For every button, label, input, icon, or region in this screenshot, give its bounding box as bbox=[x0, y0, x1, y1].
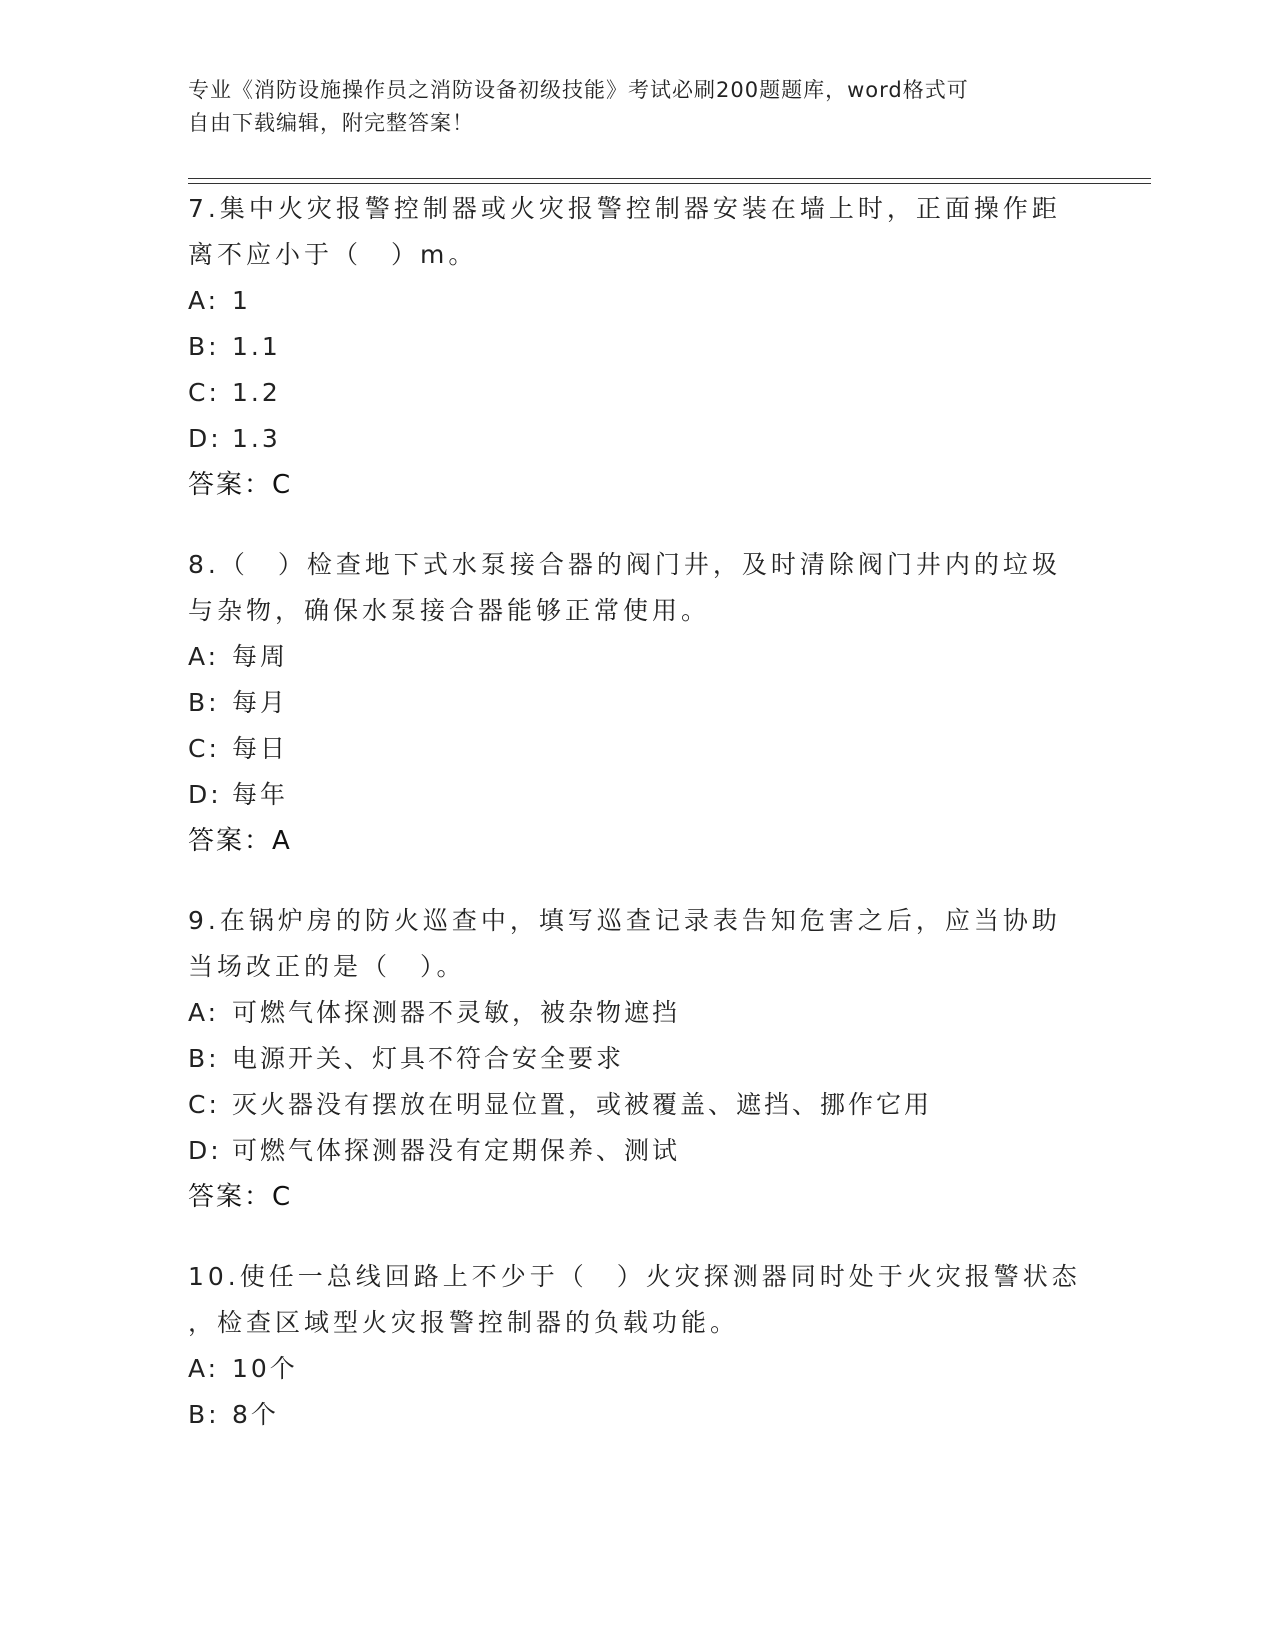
option-text: 1 bbox=[232, 286, 251, 315]
option-text: 8个 bbox=[232, 1400, 279, 1429]
question-9 bbox=[188, 898, 1088, 1220]
question-stem-line: 当场改正的是（ ）。 bbox=[188, 952, 466, 981]
option-key: A: bbox=[188, 998, 220, 1027]
document-header bbox=[188, 74, 1068, 140]
option-text: 每年 bbox=[232, 780, 289, 809]
option-key: B: bbox=[188, 1044, 220, 1073]
option-key: A: bbox=[188, 286, 220, 315]
option-a bbox=[188, 990, 1088, 1036]
option-d bbox=[188, 1128, 1088, 1174]
question-stem bbox=[188, 542, 1088, 634]
question-10 bbox=[188, 1254, 1088, 1438]
header-divider-bottom bbox=[188, 183, 1151, 184]
option-key: B: bbox=[188, 1400, 220, 1429]
option-b bbox=[188, 1392, 1088, 1438]
answer-line: 答案：C bbox=[188, 470, 293, 500]
option-a bbox=[188, 278, 1088, 324]
header-divider-top bbox=[188, 178, 1151, 179]
option-c bbox=[188, 370, 1088, 416]
option-b bbox=[188, 680, 1088, 726]
option-key: D: bbox=[188, 424, 222, 453]
option-key: C: bbox=[188, 734, 220, 763]
answer-line: 答案：C bbox=[188, 1182, 293, 1212]
option-text: 电源开关、灯具不符合安全要求 bbox=[232, 1044, 625, 1073]
question-stem-line: 9.在锅炉房的防火巡查中，填写巡查记录表告知危害之后，应当协助 bbox=[188, 906, 1061, 935]
question-8 bbox=[188, 542, 1088, 864]
option-key: D: bbox=[188, 1136, 222, 1165]
question-stem bbox=[188, 186, 1088, 278]
option-text: 灭火器没有摆放在明显位置，或被覆盖、遮挡、挪作它用 bbox=[232, 1090, 933, 1119]
option-d bbox=[188, 416, 1088, 462]
question-list bbox=[188, 186, 1088, 1472]
option-key: C: bbox=[188, 1090, 220, 1119]
option-text: 1.3 bbox=[232, 424, 281, 453]
option-key: A: bbox=[188, 642, 220, 671]
option-key: C: bbox=[188, 378, 220, 407]
header-line-2: 自由下载编辑，附完整答案！ bbox=[188, 111, 474, 135]
option-c bbox=[188, 726, 1088, 772]
question-stem-line: 10.使任一总线回路上不少于（ ）火灾探测器同时处于火灾报警状态 bbox=[188, 1262, 1081, 1291]
question-stem-line: ，检查区域型火灾报警控制器的负载功能。 bbox=[188, 1308, 740, 1337]
option-key: D: bbox=[188, 780, 222, 809]
option-key: A: bbox=[188, 1354, 220, 1383]
option-text: 每周 bbox=[232, 642, 289, 671]
option-text: 1.1 bbox=[232, 332, 281, 361]
question-stem bbox=[188, 898, 1088, 990]
question-stem-line: 离不应小于（ ）m。 bbox=[188, 240, 478, 269]
option-c bbox=[188, 1082, 1088, 1128]
option-d bbox=[188, 772, 1088, 818]
option-key: B: bbox=[188, 332, 220, 361]
option-text: 每月 bbox=[232, 688, 289, 717]
question-stem-line: 8.（ ）检查地下式水泵接合器的阀门井，及时清除阀门井内的垃圾 bbox=[188, 550, 1061, 579]
option-a bbox=[188, 1346, 1088, 1392]
option-b bbox=[188, 1036, 1088, 1082]
option-text: 每日 bbox=[232, 734, 289, 763]
option-text: 可燃气体探测器不灵敏，被杂物遮挡 bbox=[232, 998, 681, 1027]
question-stem bbox=[188, 1254, 1088, 1346]
question-stem-line: 与杂物，确保水泵接合器能够正常使用。 bbox=[188, 596, 711, 625]
answer-line: 答案：A bbox=[188, 826, 292, 856]
option-a bbox=[188, 634, 1088, 680]
question-7 bbox=[188, 186, 1088, 508]
header-line-1: 专业《消防设施操作员之消防设备初级技能》考试必刷200题题库，word格式可 bbox=[188, 78, 969, 102]
option-key: B: bbox=[188, 688, 220, 717]
option-text: 1.2 bbox=[232, 378, 281, 407]
option-text: 10个 bbox=[232, 1354, 298, 1383]
option-text: 可燃气体探测器没有定期保养、测试 bbox=[232, 1136, 681, 1165]
option-b bbox=[188, 324, 1088, 370]
question-stem-line: 7.集中火灾报警控制器或火灾报警控制器安装在墙上时，正面操作距 bbox=[188, 194, 1061, 223]
